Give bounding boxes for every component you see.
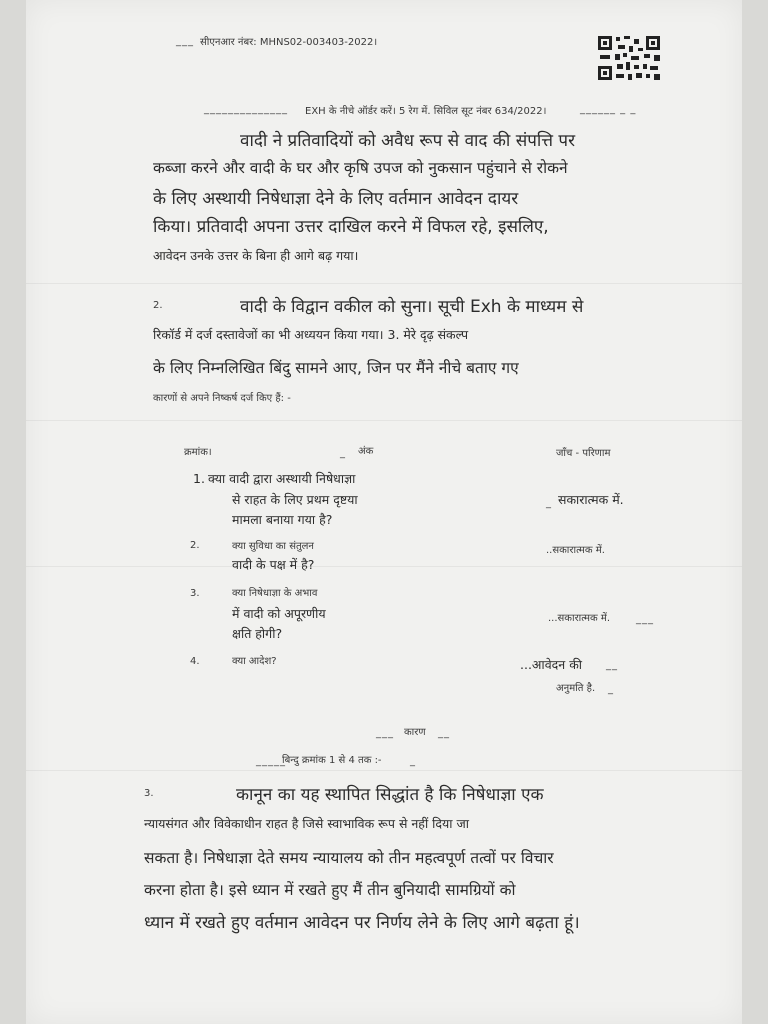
row4-question: क्या आदेश?	[232, 656, 277, 667]
row3-question: क्या निषेधाज्ञा के अभाव	[232, 588, 318, 599]
page-fold	[26, 770, 742, 771]
row3-result: ...सकारात्मक में.	[548, 613, 611, 624]
row3-question: क्षति होगी?	[232, 626, 283, 641]
blank-line: _____	[256, 756, 286, 767]
para3-line: कानून का यह स्थापित सिद्धांत है कि निषेधाज्ञा एक	[236, 785, 544, 805]
col-header-serial: क्रमांक।	[184, 447, 212, 458]
row2-question: क्या सुविधा का संतुलन	[232, 541, 314, 552]
blank-line: ______ _ _	[580, 104, 637, 115]
para1-line: किया। प्रतिवादी अपना उत्तर दाखिल करने में विफल रहे, इसलिए,	[153, 217, 549, 237]
para2-line: रिकॉर्ड में दर्ज दस्तावेजों का भी अध्ययन किया गया। 3. मेरे दृढ़ संकल्प	[153, 327, 469, 342]
blank-line: ___	[376, 728, 394, 739]
para2-line: कारणों से अपने निष्कर्ष दर्ज किए हैं: -	[153, 393, 291, 404]
para3-line: न्यायसंगत और विवेकाधीन राहत है जिसे स्वाभाविक रूप से नहीं दिया जा	[144, 816, 470, 831]
para3-line: ध्यान में रखते हुए वर्तमान आवेदन पर निर्णय लेने के लिए आगे बढ़ता हूं।	[144, 913, 580, 933]
blank-line: _	[410, 756, 416, 767]
reasons-heading: कारण	[404, 727, 426, 738]
col-header-findings: जाँच - परिणाम	[556, 448, 611, 459]
para1-line: के लिए अस्थायी निषेधाज्ञा देने के लिए वर्तमान आवेदन दायर	[153, 189, 519, 209]
cnr-number: सीएनआर नंबर: MHNS02-003403-2022।	[200, 37, 378, 48]
para3-line: सकता है। निषेधाज्ञा देते समय न्यायालय को तीन महत्वपूर्ण तत्वों पर विचार	[144, 849, 554, 867]
para1-line: वादी ने प्रतिवादियों को अवैध रूप से वाद की संपत्ति पर	[240, 131, 576, 151]
col-header-points: अंक	[358, 446, 374, 457]
row4-result: ...आवेदन की	[520, 657, 583, 672]
reasons-subheading: बिन्दु क्रमांक 1 से 4 तक :-	[282, 755, 382, 766]
blank-line: _	[546, 498, 552, 509]
blank-line: ___	[636, 614, 654, 625]
row3-number: 3.	[190, 588, 200, 599]
row1-number: 1.	[193, 471, 205, 486]
page-fold	[26, 566, 742, 567]
row4-number: 4.	[190, 656, 200, 667]
blank-line: __	[438, 728, 450, 739]
page-fold	[26, 283, 742, 284]
qr-code-icon	[596, 34, 664, 82]
row1-question: से राहत के लिए प्रथम दृष्टया	[232, 492, 358, 507]
order-reference: EXH के नीचे ऑर्डर करें। 5 रेग में. सिविल सूट नंबर 634/2022।	[305, 106, 547, 117]
para3-line: करना होता है। इसे ध्यान में रखते हुए मैं तीन बुनियादी सामग्रियों को	[144, 881, 516, 899]
row3-question: में वादी को अपूरणीय	[232, 606, 326, 621]
row2-result: ..सकारात्मक में.	[546, 545, 605, 556]
blank-line: _	[608, 684, 614, 695]
para1-line: कब्जा करने और वादी के घर और कृषि उपज को नुकसान पहुंचाने से रोकने	[153, 159, 568, 177]
row1-question: क्या वादी द्वारा अस्थायी निषेधाज्ञा	[208, 471, 356, 486]
row2-question: वादी के पक्ष में है?	[232, 557, 315, 572]
para2-line: वादी के विद्वान वकील को सुना। सूची Exh के माध्यम से	[240, 297, 584, 317]
para2-number: 2.	[153, 300, 163, 311]
blank-line: _	[340, 448, 346, 459]
row1-result: सकारात्मक में.	[558, 492, 624, 507]
para2-line: के लिए निम्नलिखित बिंदु सामने आए, जिन पर मैंने नीचे बताए गए	[153, 359, 519, 377]
blank-line: ______________	[204, 104, 288, 115]
row2-number: 2.	[190, 540, 200, 551]
row4-result: अनुमति है.	[556, 683, 596, 694]
para1-line: आवेदन उनके उत्तर के बिना ही आगे बढ़ गया।	[153, 248, 359, 263]
para3-number: 3.	[144, 788, 154, 799]
document-page	[26, 0, 742, 1024]
row1-question: मामला बनाया गया है?	[232, 512, 333, 527]
blank-line: ___	[176, 36, 194, 47]
page-fold	[26, 420, 742, 421]
blank-line: __	[606, 660, 618, 671]
